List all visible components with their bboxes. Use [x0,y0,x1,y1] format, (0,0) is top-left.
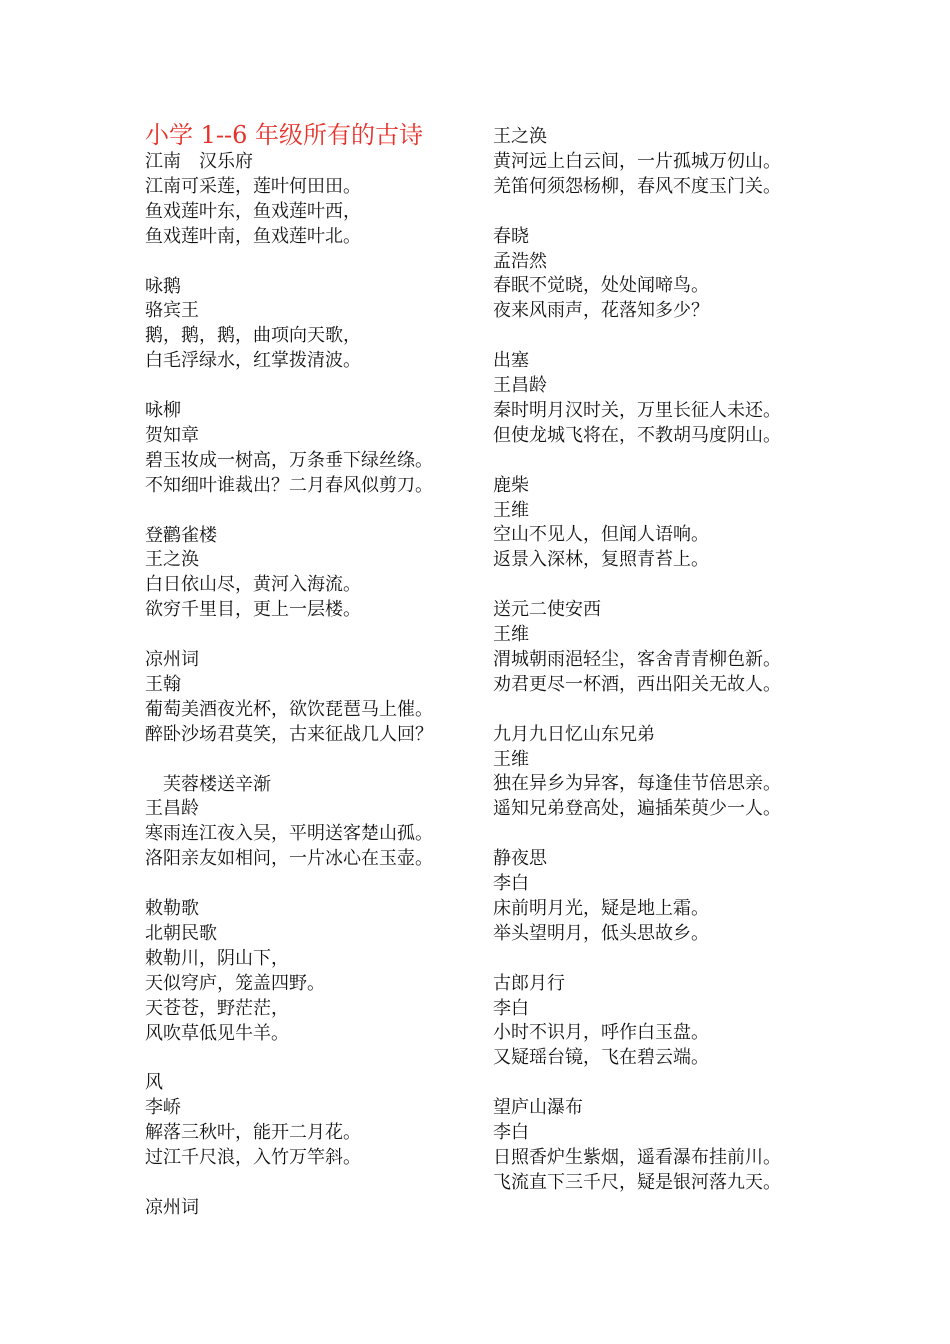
poem-title: 古郎月行 [493,972,565,994]
poem-line: 解落三秋叶，能开二月花。 [145,1122,361,1144]
poem-line: 独在异乡为异客，每逢佳节倍思亲。 [493,773,781,795]
poem-author: 李白 [493,873,529,894]
poem-author: 王维 [493,499,529,521]
poem-title: 咏鹅 [145,275,181,297]
poem-line: 鹅，鹅，鹅，曲项向天歌， [145,325,361,347]
poem-title: 凉州词 [145,1196,199,1218]
poem-title: 九月九日忆山东兄弟 [493,723,655,745]
poem-title: 出塞 [493,350,529,372]
poem-line: 碧玉妆成一树高，万条垂下绿丝绦。 [145,449,433,471]
poem-line: 欲穷千里目，更上一层楼。 [145,599,361,621]
poem-line: 空山不见人，但闻人语响。 [493,524,709,546]
poem-line: 小时不识月，呼作白玉盘。 [493,1022,709,1044]
poem-line: 寒雨连江夜入吴，平明送客楚山孤。 [145,823,433,845]
poem-line: 风吹草低见牛羊。 [145,1022,289,1044]
poem-author: 王昌龄 [493,375,547,396]
poem-title: 送元二使安西 [493,599,601,621]
poem-author: 李峤 [145,1097,181,1119]
poem-line: 日照香炉生紫烟，遥看瀑布挂前川。 [493,1146,781,1168]
poem-line: 春眠不觉晓，处处闻啼鸟。 [493,275,709,297]
poem-line: 葡萄美酒夜光杯，欲饮琵琶马上催。 [145,698,433,720]
poem-author: 王维 [493,748,529,770]
poem-line: 返景入深林，复照青苔上。 [493,549,709,571]
poem-author: 李白 [493,1122,529,1143]
poem-line: 夜来风雨声，花落知多少？ [493,300,709,322]
poem-title: 敕勒歌 [145,898,199,919]
poem-author: 王翰 [145,673,181,695]
poem-line: 床前明月光，疑是地上霜。 [493,897,709,919]
poem-title: 江南 汉乐府 [145,151,253,172]
poem-author: 贺知章 [145,424,199,446]
poem-line: 不知细叶谁裁出？二月春风似剪刀。 [145,474,433,496]
poem-line: 遥知兄弟登高处，遍插茱萸少一人。 [493,798,781,820]
poem-author: 孟浩然 [493,250,547,272]
poem-author: 李白 [493,997,529,1019]
poem-line: 过江千尺浪，入竹万竿斜。 [145,1147,361,1168]
poem-title: 芙蓉楼送辛渐 [145,773,271,795]
poem-title: 静夜思 [493,848,547,870]
poem-author: 王之涣 [145,549,199,571]
poem-line: 又疑瑶台镜，飞在碧云端。 [493,1047,709,1069]
poem-line: 劝君更尽一杯酒，西出阳关无故人。 [493,673,781,695]
poem-line: 飞流直下三千尺，疑是银河落九天。 [493,1171,781,1193]
poem-author: 王之涣 [493,126,547,147]
poem-author: 王昌龄 [145,798,199,820]
poem-title: 咏柳 [145,400,181,421]
poem-line: 洛阳亲友如相问，一片冰心在玉壶。 [145,848,433,870]
poem-line: 渭城朝雨浥轻尘，客舍青青柳色新。 [493,648,781,670]
poem-author: 北朝民歌 [145,922,217,944]
poem-title: 登鹳雀楼 [145,524,217,546]
poem-title: 春晓 [493,225,529,247]
poem-line: 鱼戏莲叶南，鱼戏莲叶北。 [145,225,361,247]
poem-line: 鱼戏莲叶东，鱼戏莲叶西， [145,200,361,222]
poem-line: 白毛浮绿水，红掌拨清波。 [145,350,361,372]
poem-line: 天似穹庐，笼盖四野。 [145,972,325,994]
poem-line: 黄河远上白云间，一片孤城万仞山。 [493,150,781,172]
poem-title: 望庐山瀑布 [493,1097,583,1119]
poem-author: 王维 [493,624,529,645]
poem-title: 凉州词 [145,649,199,670]
poem-line: 白日依山尽，黄河入海流。 [145,574,361,596]
poem-line: 醉卧沙场君莫笑，古来征战几人回？ [145,723,433,745]
poem-title: 风 [145,1072,163,1094]
poem-line: 秦时明月汉时关，万里长征人未还。 [493,399,781,421]
poem-line: 天苍苍，野茫茫， [145,997,289,1019]
poem-title: 鹿柴 [493,474,529,496]
poem-line: 举头望明月，低头思故乡。 [493,922,709,944]
poem-line: 但使龙城飞将在，不教胡马度阴山。 [493,424,781,446]
page-title: 小学 1--6 年级所有的古诗 [145,121,424,149]
poem-line: 羌笛何须怨杨柳，春风不度玉门关。 [493,175,781,197]
poem-author: 骆宾王 [145,300,199,322]
poem-line: 江南可采莲，莲叶何田田。 [145,175,361,197]
poem-line: 敕勒川，阴山下， [145,947,289,969]
